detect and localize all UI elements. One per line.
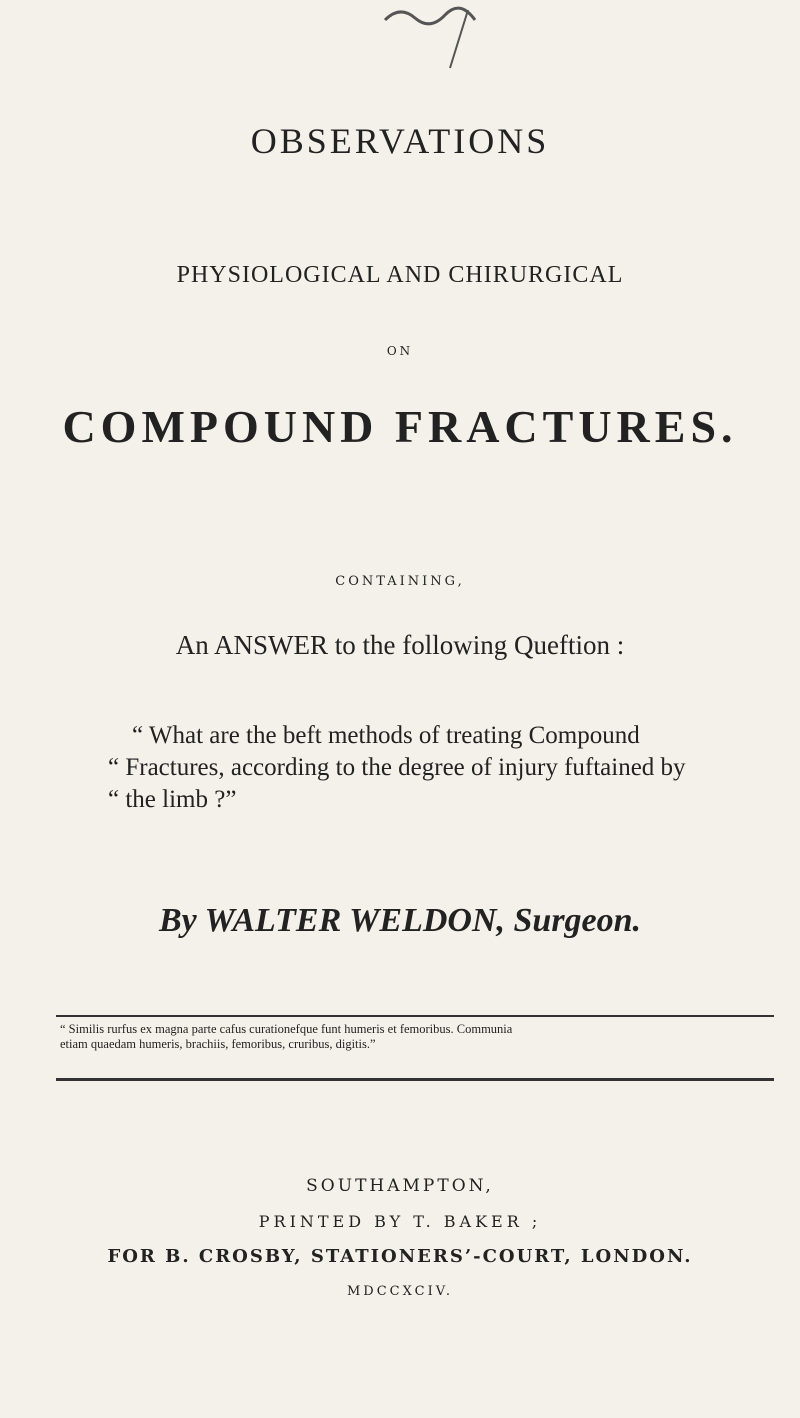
author-line: By WALTER WELDON, Surgeon. [158, 902, 642, 939]
handwritten-mark [380, 0, 500, 70]
latin-motto [60, 1022, 770, 1052]
page-title: OBSERVATIONS [250, 121, 550, 161]
imprint-date: MDCCXCIV. [347, 1284, 453, 1299]
motto-line: “ Similis rurfus ex magna parte cafus curationefque funt humeris et femoribus. Communia [60, 1022, 513, 1036]
question-line: “ Fractures, according to the degree of injury fuftained by [108, 754, 686, 781]
imprint-printer: PRINTED BY T. BAKER ; [258, 1212, 542, 1231]
on-label: ON [386, 344, 414, 358]
answer-intro: An ANSWER to the following Queftion : [175, 630, 625, 660]
subtitle: PHYSIOLOGICAL AND CHIRURGICAL [176, 262, 624, 288]
question-line: “ What are the beft methods of treating Compound [132, 722, 640, 749]
containing-label: CONTAINING, [335, 574, 465, 589]
imprint-place: SOUTHAMPTON, [306, 1176, 494, 1196]
divider-bottom [56, 1078, 774, 1081]
imprint-publisher: FOR B. CROSBY, STATIONERS’-COURT, LONDON. [107, 1246, 693, 1267]
motto-line: etiam quaedam humeris, brachiis, femoribus, cruribus, digitis.” [60, 1036, 376, 1051]
main-title: COMPOUND FRACTURES. [62, 401, 738, 452]
question-quote [108, 720, 708, 816]
question-line: “ the limb ?” [108, 786, 237, 813]
divider-top [56, 1015, 774, 1017]
